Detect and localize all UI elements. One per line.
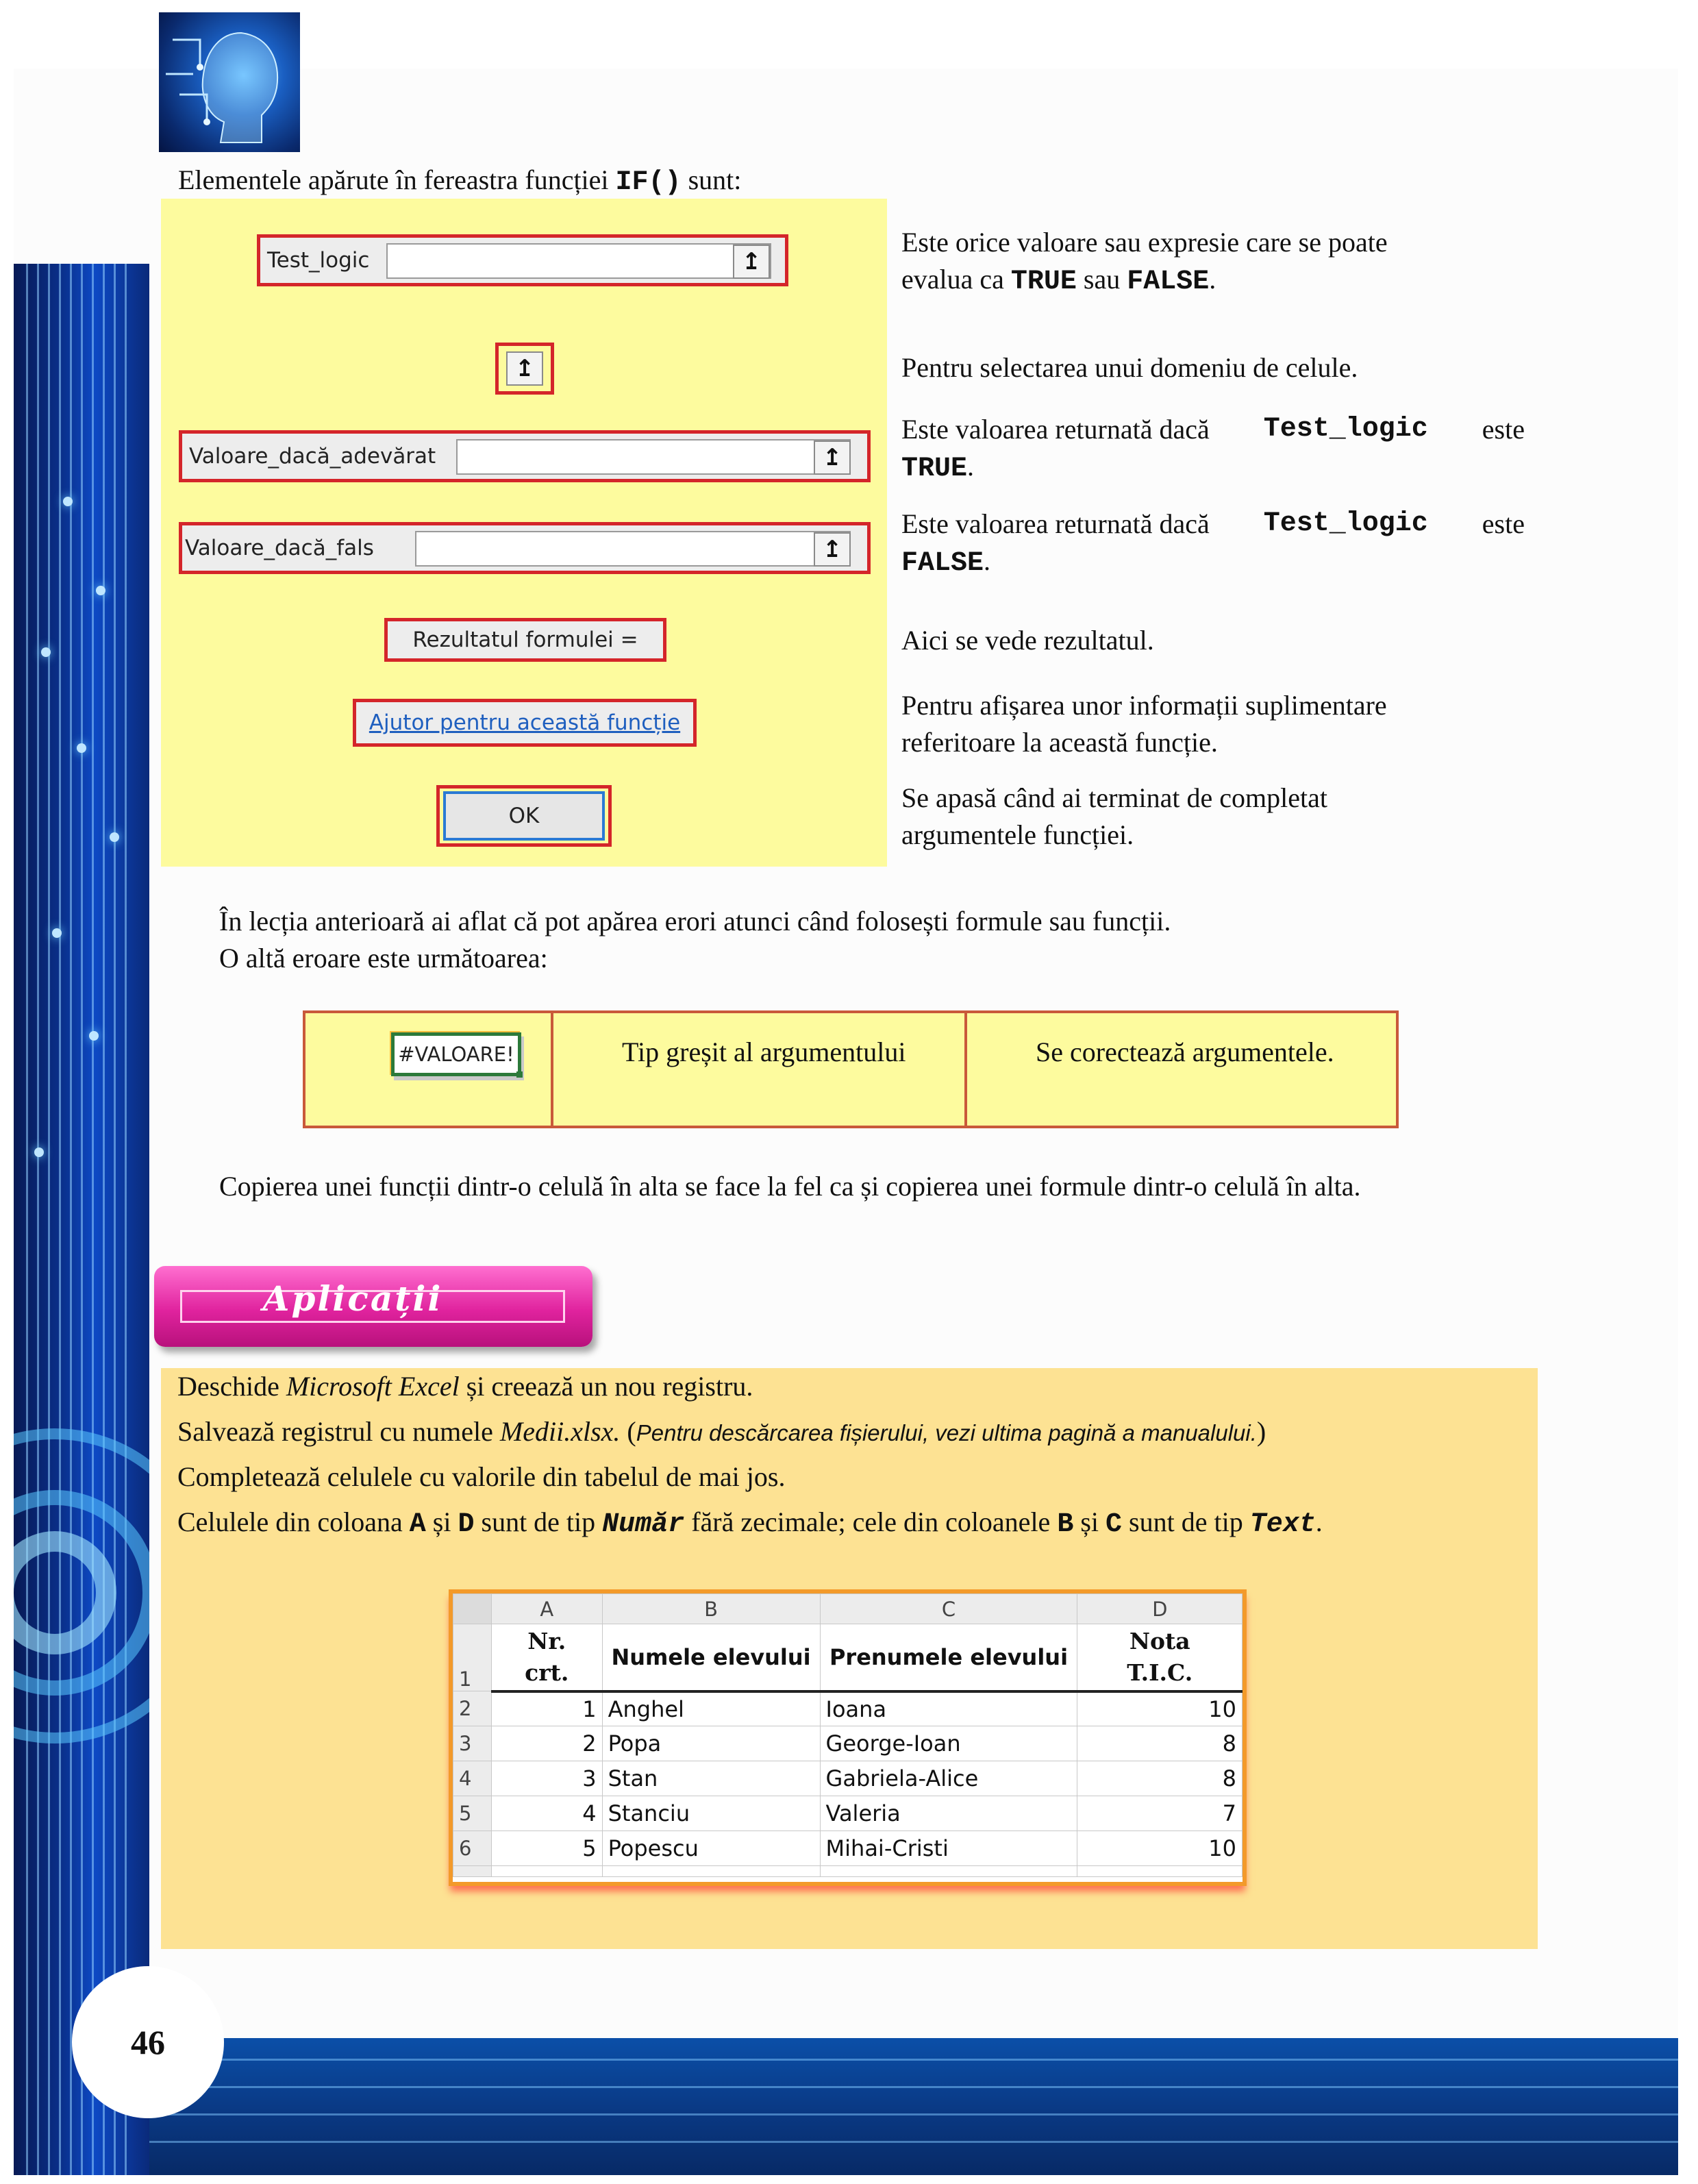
value-true-desc-line1 — [901, 411, 1525, 448]
errors-intro-line2: O altă eroare este următoarea: — [219, 943, 548, 973]
instr-text: și — [432, 1506, 451, 1537]
value-if-true-field[interactable] — [179, 430, 871, 482]
help-link-box[interactable] — [353, 699, 697, 747]
page-number-badge — [72, 1966, 224, 2118]
column-header-row — [453, 1594, 1243, 1624]
header-nr-line1: Nr. — [527, 1627, 566, 1654]
cell-prenume[interactable]: Valeria — [820, 1796, 1077, 1831]
cell-prenume[interactable]: George-Ioan — [820, 1726, 1077, 1761]
cell-nume[interactable]: Anghel — [602, 1691, 820, 1726]
help-description — [901, 687, 1387, 761]
header-nota-line2: T.I.C. — [1127, 1659, 1193, 1686]
app-name: Microsoft Excel — [286, 1371, 460, 1402]
cell-nume[interactable]: Stan — [602, 1761, 820, 1796]
intro-text: Elementele apărute în fereastra funcției — [178, 164, 609, 195]
false-code: FALSE — [901, 548, 984, 579]
intro-sentence — [178, 162, 741, 201]
error-code: #VALOARE! — [398, 1043, 514, 1066]
header-cell-nume[interactable]: Numele elevului — [602, 1624, 820, 1691]
result-description: Aici se vede rezultatul. — [901, 625, 1154, 656]
app-instruction-1 — [177, 1368, 753, 1405]
ok-button-label: OK — [508, 804, 540, 828]
intro-text-end: sunt: — [688, 164, 742, 195]
instr-text: sunt de tip — [1129, 1506, 1243, 1537]
cell-nota[interactable]: 8 — [1077, 1726, 1243, 1761]
table-row — [453, 1726, 1243, 1761]
help-link[interactable]: Ajutor pentru această funcție — [369, 710, 681, 735]
row-header[interactable]: 5 — [453, 1796, 492, 1831]
value-if-false-label: Valoare_dacă_fals — [185, 536, 374, 560]
cell-nota[interactable]: 10 — [1077, 1831, 1243, 1866]
table-row — [453, 1761, 1243, 1796]
errors-intro-line1: În lecția anterioară ai aflat că pot apărea erori atunci când folosești formule sau funcții. — [219, 906, 1171, 936]
if-dialog-panel — [161, 199, 887, 867]
desc-text: este — [1482, 508, 1525, 539]
empty-cell — [1077, 1866, 1243, 1877]
error-cause: Tip greșit al argumentului — [622, 1037, 906, 1067]
table-row — [453, 1691, 1243, 1726]
instr-text: sunt de tip — [481, 1506, 596, 1537]
error-table — [303, 1010, 1399, 1128]
instr-text: și creează un nou registru. — [466, 1371, 753, 1402]
upload-arrow-icon: ↥ — [822, 536, 842, 563]
value-if-false-field[interactable] — [179, 522, 871, 574]
cell-nume[interactable]: Popescu — [602, 1831, 820, 1866]
empty-cell — [491, 1866, 602, 1877]
error-cause-cell — [553, 1013, 967, 1126]
table-row — [453, 1796, 1243, 1831]
range-select-description: Pentru selectarea unui domeniu de celule. — [901, 352, 1358, 383]
desc-text: evalua ca — [901, 264, 1004, 295]
column-code: C — [1106, 1509, 1123, 1540]
robot-head-icon — [159, 12, 300, 152]
true-code: TRUE — [901, 454, 968, 484]
download-note: Pentru descărcarea fișierului, vezi ultima pagină a manualului. — [636, 1420, 1257, 1445]
cell-nota[interactable]: 10 — [1077, 1691, 1243, 1726]
applications-title: Aplicații — [262, 1278, 443, 1319]
cell-prenume[interactable]: Ioana — [820, 1691, 1077, 1726]
type-code: Text — [1249, 1509, 1316, 1540]
row-header — [453, 1866, 492, 1877]
value-false-desc-line1 — [901, 506, 1525, 543]
header-cell-nota[interactable] — [1077, 1624, 1243, 1691]
value-if-true-input[interactable] — [456, 439, 851, 475]
value-false-description — [901, 506, 1525, 582]
page-number: 46 — [131, 2023, 165, 2061]
app-instruction-3: Completează celulele cu valorile din tabelul de mai jos. — [177, 1461, 786, 1492]
column-code: B — [1057, 1509, 1074, 1540]
range-select-button[interactable] — [733, 245, 770, 279]
instr-punct: . — [1315, 1506, 1323, 1537]
cell-nota[interactable]: 8 — [1077, 1761, 1243, 1796]
ok-desc-line1: Se apasă când ai terminat de completat — [901, 782, 1327, 813]
cell-nota[interactable]: 7 — [1077, 1796, 1243, 1831]
instr-text: și — [1080, 1506, 1099, 1537]
formula-result-label — [384, 618, 666, 662]
cell-nr[interactable]: 3 — [491, 1761, 602, 1796]
intro-function-code: IF() — [615, 167, 682, 198]
row-header[interactable]: 4 — [453, 1761, 492, 1796]
cell-prenume[interactable]: Mihai-Cristi — [820, 1831, 1077, 1866]
error-fix: Se corectează argumentele. — [1036, 1037, 1334, 1067]
error-fix-cell — [967, 1013, 1396, 1126]
header-cell-prenume[interactable]: Prenumele elevului — [820, 1624, 1077, 1691]
range-select-highlight[interactable] — [495, 343, 554, 395]
instr-text: Salvează registrul cu numele — [177, 1416, 493, 1447]
paren-close: ) — [1256, 1416, 1266, 1447]
desc-punct: . — [967, 451, 975, 482]
ok-desc-line2: argumentele funcției. — [901, 819, 1134, 850]
truncated-row — [453, 1866, 1243, 1877]
test-logic-desc-line2 — [901, 261, 1388, 301]
row-header[interactable]: 1 — [453, 1624, 492, 1691]
header-nota-line1: Nota — [1129, 1627, 1190, 1654]
cell-nume[interactable]: Popa — [602, 1726, 820, 1761]
help-desc-line1: Pentru afișarea unor informații suplimentare — [901, 690, 1387, 721]
test-logic-code: Test_logic — [1263, 414, 1428, 445]
desc-text: este — [1482, 414, 1525, 445]
column-code: D — [458, 1509, 475, 1540]
error-code-cell — [305, 1013, 553, 1126]
header-nr-line2: crt. — [525, 1659, 569, 1686]
row-header[interactable]: 2 — [453, 1691, 492, 1726]
circuit-board-decoration-bottom — [149, 2038, 1678, 2175]
test-logic-input[interactable] — [386, 243, 771, 279]
cell-nr[interactable]: 4 — [491, 1796, 602, 1831]
column-code: A — [409, 1509, 426, 1540]
ok-button[interactable] — [443, 791, 605, 841]
file-name: Medii.xlsx. — [499, 1416, 621, 1447]
cell-nr[interactable]: 1 — [491, 1691, 602, 1726]
robot-head-logo — [159, 12, 300, 152]
cell-nr[interactable]: 2 — [491, 1726, 602, 1761]
instr-text: Deschide — [177, 1371, 279, 1402]
ok-button-highlight[interactable] — [436, 785, 612, 847]
desc-punct: . — [1209, 264, 1216, 295]
cell-nr[interactable]: 5 — [491, 1831, 602, 1866]
cell-prenume[interactable]: Gabriela-Alice — [820, 1761, 1077, 1796]
instr-text: Celulele din coloana — [177, 1506, 403, 1537]
column-header-d[interactable]: D — [1077, 1594, 1243, 1624]
range-select-button[interactable] — [814, 532, 851, 567]
value-true-description — [901, 411, 1525, 488]
type-code: Număr — [602, 1509, 685, 1540]
paren-open: ( — [627, 1416, 636, 1447]
table-row — [453, 1831, 1243, 1866]
value-if-true-label: Valoare_dacă_adevărat — [189, 444, 436, 469]
column-header-c[interactable]: C — [820, 1594, 1077, 1624]
value-false-desc-line2 — [901, 543, 1525, 582]
formula-result-text: Rezultatul formulei = — [412, 628, 638, 652]
upload-arrow-icon: ↥ — [741, 248, 762, 275]
empty-cell — [602, 1866, 820, 1877]
true-code: TRUE — [1010, 266, 1077, 297]
desc-text: Este valoarea returnată dacă — [901, 414, 1210, 445]
test-logic-label: Test_logic — [267, 248, 370, 273]
header-cell-nr[interactable] — [491, 1624, 602, 1691]
value-if-false-input[interactable] — [415, 531, 851, 567]
help-desc-line2: referitoare la această funcție. — [901, 727, 1218, 758]
column-header-b[interactable]: B — [602, 1594, 820, 1624]
header-row — [453, 1624, 1243, 1691]
ok-description — [901, 780, 1327, 854]
range-select-button[interactable] — [814, 440, 851, 475]
spreadsheet-table — [453, 1593, 1243, 1877]
test-logic-field[interactable] — [257, 234, 788, 286]
row-header[interactable]: 6 — [453, 1831, 492, 1866]
cell-nume[interactable]: Stanciu — [602, 1796, 820, 1831]
errors-intro — [219, 903, 1171, 977]
circuit-board-decoration-left — [14, 264, 149, 2175]
desc-punct: . — [984, 545, 991, 576]
instr-text: fără zecimale; cele din coloanele — [691, 1506, 1051, 1537]
test-logic-code: Test_logic — [1263, 508, 1428, 539]
test-logic-description — [901, 224, 1388, 301]
value-true-desc-line2 — [901, 448, 1525, 488]
upload-arrow-icon: ↥ — [514, 355, 535, 382]
column-header-a[interactable]: A — [491, 1594, 602, 1624]
valoare-error-cell — [391, 1032, 521, 1076]
select-all-corner[interactable] — [453, 1594, 492, 1624]
app-instruction-4 — [177, 1504, 1323, 1543]
app-instruction-2 — [177, 1413, 1266, 1452]
desc-text: Este valoarea returnată dacă — [901, 508, 1210, 539]
applications-banner — [154, 1266, 592, 1347]
desc-text: sau — [1083, 264, 1121, 295]
row-header[interactable]: 3 — [453, 1726, 492, 1761]
empty-cell — [820, 1866, 1077, 1877]
test-logic-desc-line1: Este orice valoare sau expresie care se poate — [901, 227, 1388, 258]
false-code: FALSE — [1127, 266, 1210, 297]
copy-note: Copierea unei funcții dintr-o celulă în alta se face la fel ca și copierea unei formule dintr-o celulă în alta. — [219, 1171, 1361, 1202]
fill-handle — [516, 1071, 523, 1078]
range-select-standalone-button[interactable] — [506, 351, 543, 386]
upload-arrow-icon: ↥ — [822, 444, 842, 471]
spreadsheet-screenshot — [449, 1589, 1247, 1886]
